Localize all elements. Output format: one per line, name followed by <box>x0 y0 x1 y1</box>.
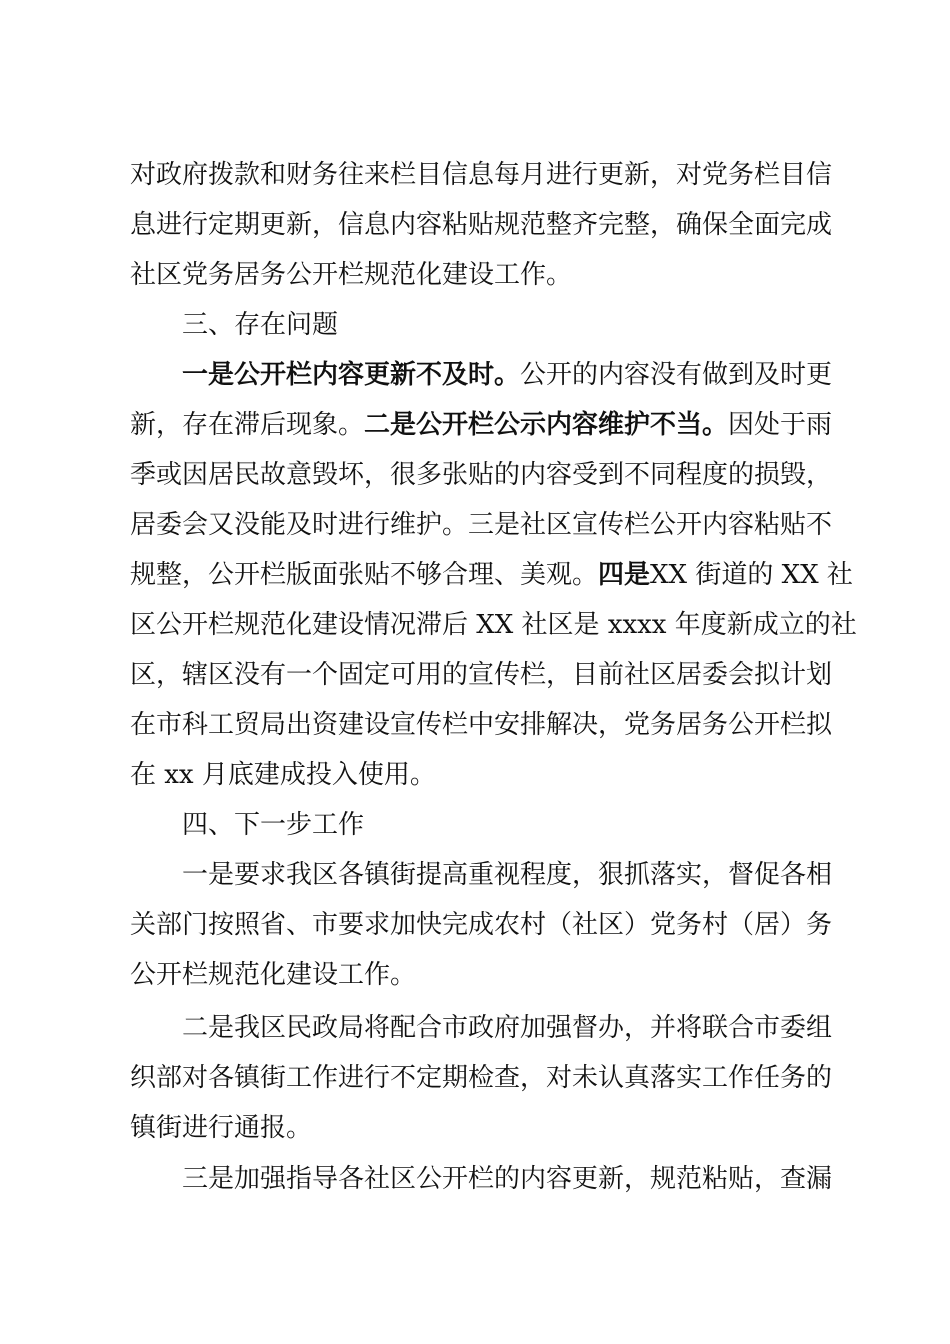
text-line: 三是加强指导各社区公开栏的内容更新，规范粘贴，查漏 <box>182 1164 833 1194</box>
text-line: 对政府拨款和财务往来栏目信息每月进行更新，对党务栏目信 <box>130 160 833 190</box>
text-line: 季或因居民故意毁坏，很多张贴的内容受到不同程度的损毁， <box>130 460 833 490</box>
text-span: 规整，公开栏版面张贴不够合理、美观。 <box>130 560 599 590</box>
text-line: 在 xx 月底建成投入使用。 <box>130 760 436 790</box>
text-line: 息进行定期更新，信息内容粘贴规范整齐完整，确保全面完成 <box>130 210 833 240</box>
key-point: 二是公开栏公示内容维护不当。 <box>364 410 729 440</box>
text-line: 区，辖区没有一个固定可用的宣传栏，目前社区居委会拟计划 <box>130 660 833 690</box>
text-line: 织部对各镇街工作进行不定期检查，对未认真落实工作任务的 <box>130 1063 833 1093</box>
text-line: 一是要求我区各镇街提高重视程度，狠抓落实，督促各相 <box>182 860 833 890</box>
text-span: 公开的内容没有做到及时更 <box>520 360 833 390</box>
key-point: 一是公开栏内容更新不及时。 <box>182 360 521 390</box>
text-span: 因处于雨 <box>728 410 833 440</box>
text-span: XX 街道的 XX 社 <box>650 560 853 590</box>
text-line: 镇街进行通报。 <box>130 1113 313 1143</box>
text-line <box>130 558 853 592</box>
text-line: 社区党务居务公开栏规范化建设工作。 <box>130 260 573 290</box>
text-span: 新，存在滞后现象。 <box>130 410 365 440</box>
text-line: 在市科工贸局出资建设宣传栏中安排解决，党务居务公开栏拟 <box>130 710 833 740</box>
text-line: 关部门按照省、市要求加快完成农村（社区）党务村（居）务 <box>130 910 833 940</box>
section-heading-next-steps: 四、下一步工作 <box>182 810 365 840</box>
text-line <box>182 358 833 392</box>
text-line <box>130 408 833 442</box>
text-line: 居委会又没能及时进行维护。三是社区宣传栏公开内容粘贴不 <box>130 510 833 540</box>
key-point: 四是 <box>598 560 651 590</box>
text-line: 公开栏规范化建设工作。 <box>130 960 417 990</box>
text-line: 二是我区民政局将配合市政府加强督办，并将联合市委组 <box>182 1013 833 1043</box>
section-heading-problems: 三、存在问题 <box>182 310 339 340</box>
text-line: 区公开栏规范化建设情况滞后 XX 社区是 xxxx 年度新成立的社 <box>130 610 857 640</box>
